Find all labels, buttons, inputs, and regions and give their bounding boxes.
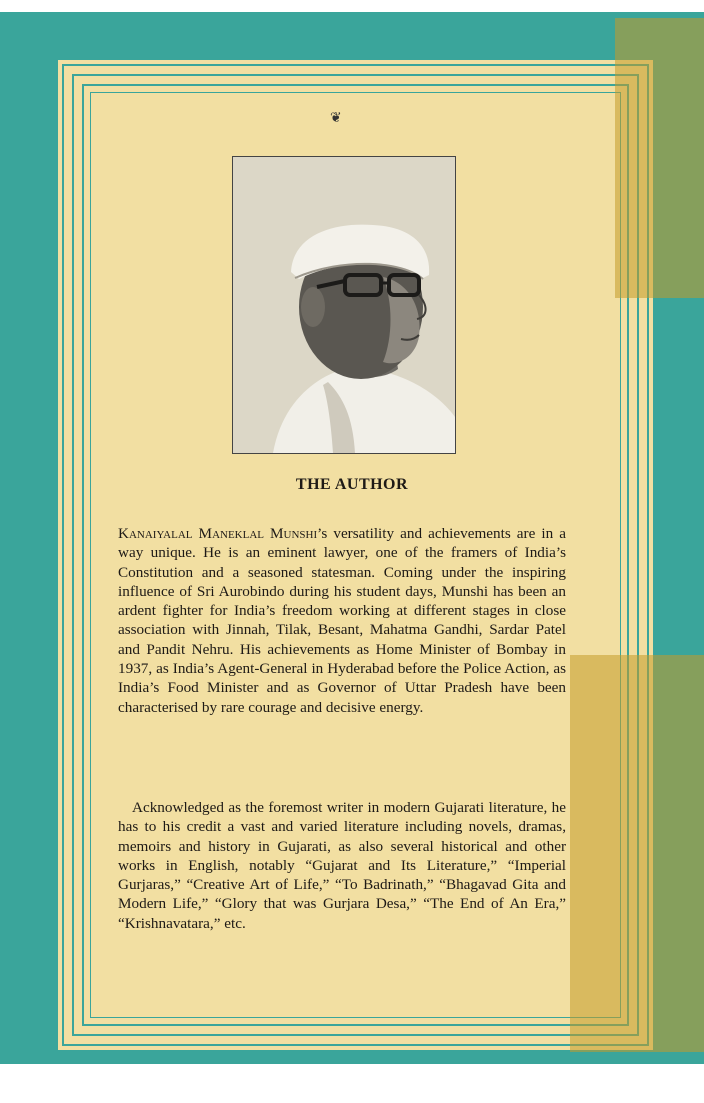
tape-strip-top-right xyxy=(615,18,704,298)
bio-paragraph-1-text: ’s versatility and achievements are in a way unique. He is an eminent lawyer, one of the framers of India’s Constitution and a seasoned statesman. Coming under the inspiring influence of Sri Aurobindo during his student days, Munshi has been an ardent fighter for India’s freedom working at different stages in close association with Jinnah, Tilak, Besant, Mahatma Gandhi, Sardar Patel and Pandit Nehru. His achievements as Home Minister of Bombay in 1937, as India’s Agent-General in Hyderabad before the Police Action, as India’s Food Minister and as Governor of Uttar Pradesh have been characterised by rare courage and decisive energy. xyxy=(118,525,566,716)
bio-paragraph-2: Acknowledged as the foremost writer in modern Gujarati literature, he has to his credit a vast and varied literature including novels, dramas, memoirs and history in Gujarati, as also several historical and other works in English, notably “Gujarat and Its Literature,” “Imperial Gurjaras,” “Creative Art of Life,” “To Badrinath,” “Bhagavad Gita and Modern Life,” “Glory that was Gurjara Desa,” “The End of An Era,” “Krishnavatara,” etc. xyxy=(118,799,566,932)
author-portrait xyxy=(232,156,456,454)
bio-paragraph-1 xyxy=(118,524,566,717)
ornament-icon: ❦ xyxy=(330,111,342,126)
author-name: Kanaiyalal Maneklal Munshi xyxy=(118,525,318,542)
section-heading: THE AUTHOR xyxy=(295,476,409,493)
tape-strip-bottom-right xyxy=(570,655,704,1052)
